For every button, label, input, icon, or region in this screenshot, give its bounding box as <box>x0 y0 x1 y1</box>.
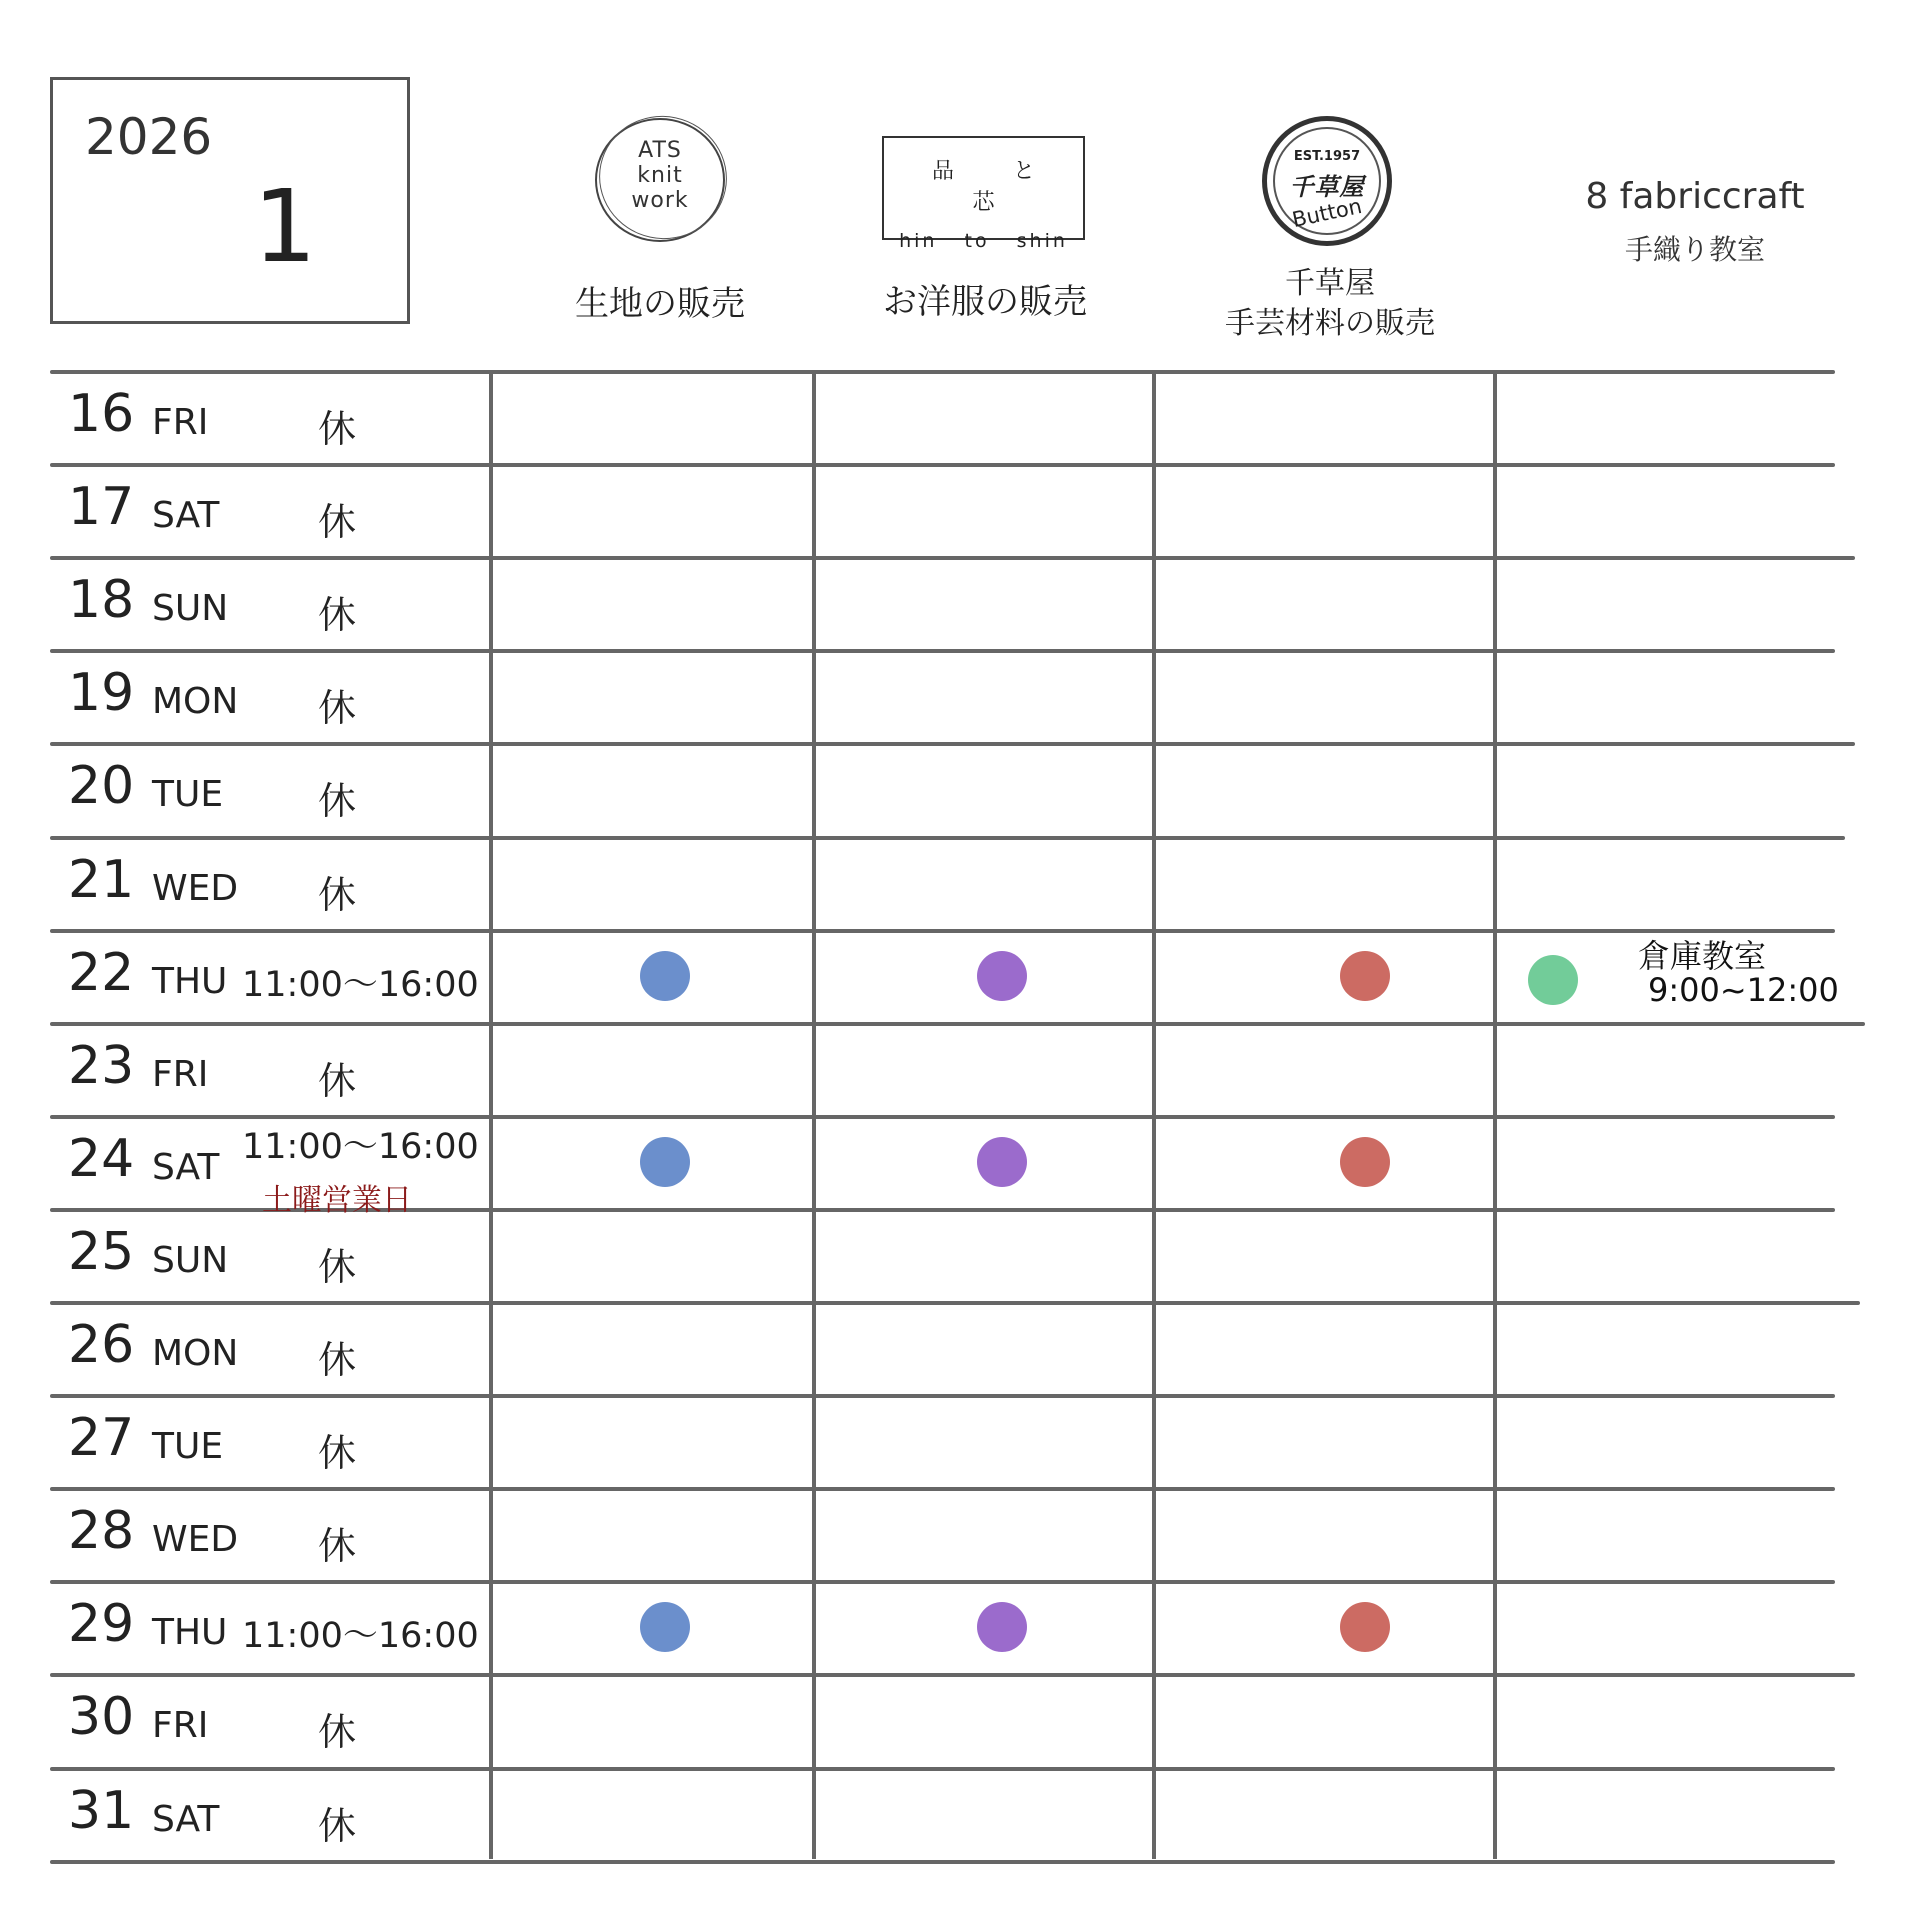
logo-button-text: Button <box>1290 193 1364 233</box>
year-label: 2026 <box>85 108 213 166</box>
hin-to-shin-logo <box>882 136 1085 252</box>
opening-status: 休 <box>318 1803 357 1848</box>
column-label-clothing: お洋服の販売 <box>883 282 1087 322</box>
class-note-time: 9:00~12:00 <box>1648 970 1839 1009</box>
logo-line: ATS <box>638 138 682 163</box>
saturday-open-label: 土曜営業日 <box>262 1182 412 1218</box>
calendar-row <box>0 931 1920 1024</box>
opening-status: 休 <box>318 686 357 731</box>
opening-status: 休 <box>318 1524 357 1569</box>
day-number: 21 <box>68 849 135 910</box>
opening-status: 11:00〜16:00 <box>242 1126 479 1167</box>
logo-line: work <box>631 188 689 213</box>
opening-status: 休 <box>318 1244 357 1289</box>
column-label-fabric: 生地の販売 <box>575 284 745 324</box>
calendar-row <box>0 1769 1920 1862</box>
class-note-title: 倉庫教室 <box>1638 936 1767 975</box>
month-label: 1 <box>253 168 317 285</box>
chigusaya-button-logo <box>1262 116 1392 246</box>
opening-status: 休 <box>318 1710 357 1755</box>
calendar-row <box>0 1024 1920 1117</box>
calendar-row <box>0 1396 1920 1489</box>
opening-status: 休 <box>318 407 357 451</box>
calendar-row <box>0 372 1920 465</box>
calendar-row <box>0 651 1920 744</box>
day-number: 25 <box>68 1221 135 1282</box>
calendar-row <box>0 1489 1920 1582</box>
day-number: 16 <box>68 384 135 444</box>
day-number: 19 <box>68 663 135 724</box>
logo-kanji-text: 千草屋 <box>1289 173 1365 201</box>
purple-dot <box>977 1602 1027 1652</box>
blue-dot <box>640 951 690 1001</box>
opening-status: 休 <box>318 779 357 824</box>
red-dot <box>1340 1137 1390 1187</box>
opening-status: 休 <box>318 1338 357 1382</box>
calendar-row <box>0 1117 1920 1218</box>
opening-status: 休 <box>318 872 357 917</box>
day-number: 24 <box>68 1128 135 1189</box>
purple-dot <box>977 1137 1027 1187</box>
logo-bottom-text: hin to shin <box>899 230 1068 252</box>
day-number: 20 <box>68 756 135 817</box>
day-of-week: THU <box>152 1612 228 1654</box>
day-number: 30 <box>68 1687 135 1748</box>
red-dot <box>1340 951 1390 1001</box>
day-number: 26 <box>68 1315 135 1375</box>
day-of-week: FRI <box>152 402 209 443</box>
logo-line: knit <box>637 163 683 188</box>
column-label-chigusaya: 千草屋 <box>1285 266 1375 301</box>
day-number: 31 <box>68 1780 135 1841</box>
day-of-week: SAT <box>152 1798 220 1840</box>
opening-status: 11:00〜16:00 <box>242 964 479 1005</box>
opening-status: 休 <box>318 1058 357 1103</box>
day-of-week: TUE <box>152 774 224 816</box>
day-of-week: MON <box>152 1333 239 1374</box>
day-of-week: SUN <box>152 1239 229 1281</box>
fabriccraft-title: 8 fabriccraft <box>1585 176 1805 217</box>
day-of-week: WED <box>152 867 239 909</box>
calendar-row <box>0 1675 1920 1768</box>
day-number: 28 <box>68 1501 135 1562</box>
day-of-week: WED <box>152 1519 239 1561</box>
opening-status: 休 <box>318 500 357 545</box>
day-number: 29 <box>68 1594 135 1655</box>
day-of-week: FRI <box>152 1053 209 1095</box>
day-of-week: MON <box>152 681 239 723</box>
opening-status: 11:00〜16:00 <box>242 1616 479 1657</box>
calendar-row <box>0 744 1920 837</box>
calendar-row <box>0 838 1920 931</box>
day-number: 17 <box>68 477 135 538</box>
day-of-week: SAT <box>152 495 220 537</box>
logo-top-text: 品 と 芯 <box>932 159 1061 215</box>
day-of-week: SUN <box>152 588 229 630</box>
opening-status: 休 <box>318 593 357 638</box>
day-of-week: TUE <box>152 1426 224 1468</box>
opening-status: 休 <box>318 1431 357 1476</box>
red-dot <box>1340 1602 1390 1652</box>
calendar-row <box>0 1582 1920 1675</box>
day-number: 27 <box>68 1408 135 1469</box>
purple-dot <box>977 951 1027 1001</box>
day-number: 22 <box>68 942 135 1003</box>
calendar-row <box>0 1303 1920 1396</box>
blue-dot <box>640 1137 690 1187</box>
day-number: 18 <box>68 570 135 631</box>
month-box <box>50 77 410 324</box>
calendar-row <box>0 1210 1920 1303</box>
blue-dot <box>640 1602 690 1652</box>
day-of-week: THU <box>152 960 228 1002</box>
logo-est-text: EST.1957 <box>1293 149 1361 164</box>
calendar-row <box>0 558 1920 651</box>
column-label-weaving: 手織り教室 <box>1624 233 1765 266</box>
column-label-craft-materials: 手芸材料の販売 <box>1225 306 1435 341</box>
day-of-week: SAT <box>152 1146 220 1188</box>
green-dot <box>1528 955 1578 1005</box>
ats-knit-work-logo <box>595 118 725 242</box>
day-of-week: FRI <box>152 1705 209 1747</box>
calendar-row <box>0 465 1920 558</box>
day-number: 23 <box>68 1035 135 1096</box>
